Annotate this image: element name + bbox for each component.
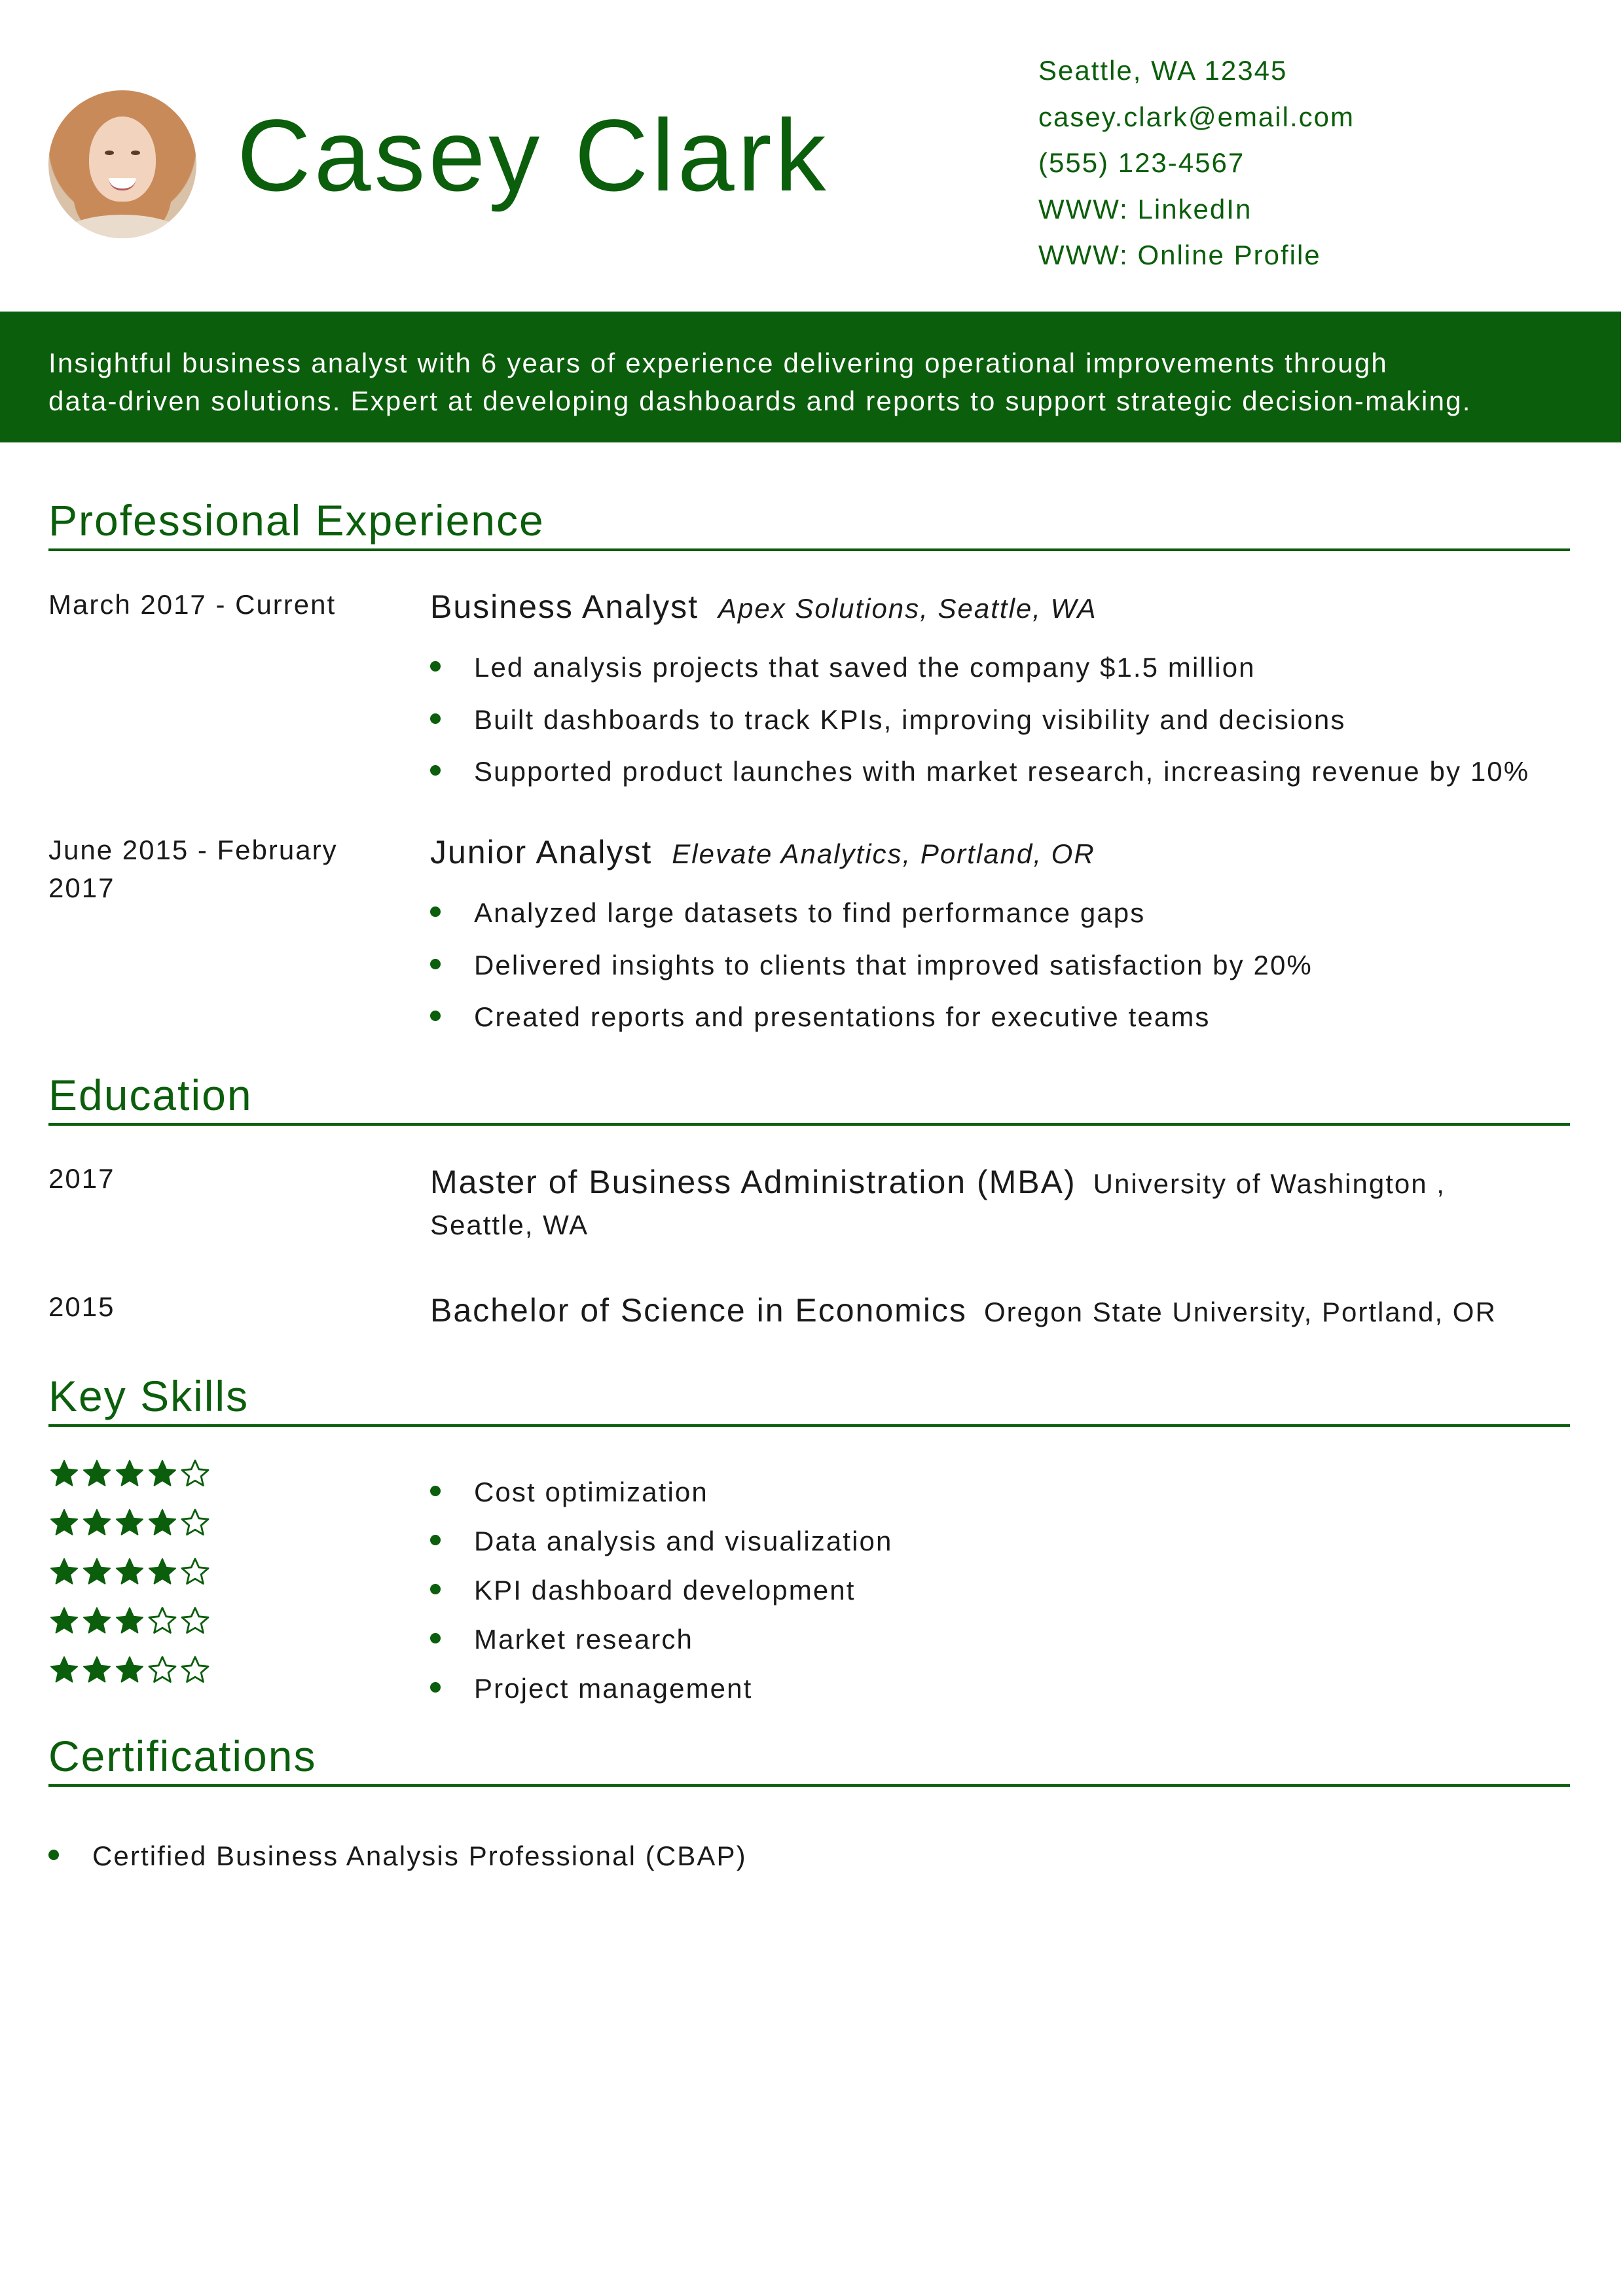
job-2-title: Junior Analyst	[430, 834, 653, 870]
profile-photo	[48, 90, 196, 238]
edu-1	[430, 1160, 1576, 1244]
skill-3-name: KPI dashboard development	[474, 1575, 856, 1605]
job-1-dates	[48, 586, 389, 624]
bullet-dot-icon	[430, 1011, 441, 1021]
edu-2-header	[430, 1288, 1576, 1335]
job-1-bullets	[430, 641, 1576, 798]
star-filled-icon	[81, 1458, 113, 1490]
star-empty-icon	[179, 1458, 211, 1490]
star-filled-icon	[147, 1507, 178, 1539]
bullet-dot-icon	[430, 1633, 441, 1643]
list-item	[430, 694, 1576, 746]
job-1	[430, 586, 1576, 798]
certifications-heading: Certifications	[48, 1734, 1570, 1787]
star-filled-icon	[114, 1507, 145, 1539]
skill-1-name: Cost optimization	[474, 1477, 708, 1507]
star-filled-icon	[81, 1655, 113, 1686]
contact-address: Seattle, WA 12345	[1038, 55, 1288, 86]
star-filled-icon	[48, 1458, 80, 1490]
job-1-header	[430, 586, 1576, 630]
avatar-eye-right	[131, 151, 140, 155]
job-2-header	[430, 831, 1576, 875]
skill-3-rating	[48, 1556, 211, 1605]
skill-ratings	[48, 1458, 211, 1704]
star-filled-icon	[81, 1605, 113, 1637]
edu-2-year: 2015	[48, 1291, 115, 1322]
edu-1-school: University of Washington ,	[1093, 1168, 1446, 1199]
star-filled-icon	[48, 1556, 80, 1588]
star-filled-icon	[48, 1605, 80, 1637]
star-filled-icon	[147, 1458, 178, 1490]
bullet-dot-icon	[430, 906, 441, 917]
skill-2-name: Data analysis and visualization	[474, 1526, 893, 1556]
job-1-org: Apex Solutions, Seattle, WA	[718, 593, 1097, 624]
job-2-bullet-2: Delivered insights to clients that improved satisfaction by 20%	[474, 949, 1313, 980]
certifications-list	[48, 1830, 747, 1882]
list-item	[430, 887, 1576, 939]
bullet-dot-icon	[430, 1535, 441, 1545]
skill-2-rating	[48, 1507, 211, 1556]
education-heading: Education	[48, 1073, 1570, 1126]
edu-1-degree: Master of Business Administration (MBA)	[430, 1164, 1076, 1200]
job-1-bullet-1: Led analysis projects that saved the company $1.5 million	[474, 652, 1256, 683]
job-2-dates	[48, 831, 389, 907]
list-item	[48, 1830, 747, 1882]
bullet-dot-icon	[430, 765, 441, 776]
job-1-dates-line1: March 2017 - Current	[48, 589, 337, 620]
job-2	[430, 831, 1576, 1043]
list-item	[430, 1516, 892, 1566]
avatar-shoulders	[55, 215, 190, 238]
job-2-dates-line1: June 2015 - February	[48, 834, 338, 865]
contact-profile-link[interactable]: WWW: Online Profile	[1038, 240, 1321, 270]
edu-2	[430, 1288, 1576, 1335]
avatar-eye-left	[105, 151, 114, 155]
summary-band	[0, 312, 1621, 442]
edu-1-school-line2: Seattle, WA	[430, 1210, 589, 1240]
star-filled-icon	[114, 1605, 145, 1637]
list-item	[430, 1664, 892, 1713]
bullet-dot-icon	[430, 959, 441, 969]
skill-5-name: Project management	[474, 1673, 753, 1704]
star-filled-icon	[114, 1458, 145, 1490]
list-item	[430, 939, 1576, 992]
job-2-bullet-1: Analyzed large datasets to find performance gaps	[474, 897, 1146, 928]
list-item	[430, 745, 1576, 798]
star-empty-icon	[147, 1605, 178, 1637]
star-filled-icon	[48, 1655, 80, 1686]
star-filled-icon	[81, 1556, 113, 1588]
list-item	[430, 1615, 892, 1664]
skill-5-rating	[48, 1655, 211, 1704]
job-1-title: Business Analyst	[430, 588, 699, 625]
edu-2-school: Oregon State University, Portland, OR	[983, 1297, 1497, 1327]
star-filled-icon	[147, 1556, 178, 1588]
job-2-org: Elevate Analytics, Portland, OR	[672, 838, 1095, 869]
list-item	[430, 1467, 892, 1516]
contact-linkedin-link[interactable]: WWW: LinkedIn	[1038, 193, 1252, 224]
skill-4-name: Market research	[474, 1624, 693, 1655]
bullet-dot-icon	[430, 713, 441, 724]
job-2-bullets	[430, 887, 1576, 1043]
list-item	[430, 991, 1576, 1043]
bullet-dot-icon	[48, 1850, 59, 1860]
star-filled-icon	[114, 1556, 145, 1588]
star-empty-icon	[179, 1655, 211, 1686]
star-empty-icon	[179, 1507, 211, 1539]
edu-2-degree: Bachelor of Science in Economics	[430, 1292, 967, 1329]
job-1-bullet-3: Supported product launches with market research, increasing revenue by 10%	[474, 756, 1530, 787]
star-empty-icon	[179, 1605, 211, 1637]
summary-line-1: Insightful business analyst with 6 years of experience delivering operational improvements through	[48, 348, 1388, 378]
skill-1-rating	[48, 1458, 211, 1507]
star-filled-icon	[81, 1507, 113, 1539]
edu-1-year: 2017	[48, 1163, 115, 1194]
job-2-bullet-3: Created reports and presentations for executive teams	[474, 1001, 1211, 1032]
skills-heading: Key Skills	[48, 1374, 1570, 1427]
star-empty-icon	[179, 1556, 211, 1588]
contact-email[interactable]: casey.clark@email.com	[1038, 101, 1355, 132]
bullet-dot-icon	[430, 1486, 441, 1496]
list-item	[430, 1566, 892, 1615]
skills-list	[430, 1467, 892, 1713]
star-filled-icon	[114, 1655, 145, 1686]
experience-heading: Professional Experience	[48, 499, 1570, 551]
contact-phone: (555) 123-4567	[1038, 147, 1245, 178]
list-item	[430, 641, 1576, 694]
bullet-dot-icon	[430, 1682, 441, 1693]
job-2-dates-line2: 2017	[48, 872, 115, 903]
star-filled-icon	[48, 1507, 80, 1539]
bullet-dot-icon	[430, 1584, 441, 1594]
certification-1: Certified Business Analysis Professional (CBAP)	[92, 1840, 747, 1871]
summary-line-2: data-driven solutions. Expert at developing dashboards and reports to support strategic decision-making.	[48, 386, 1472, 416]
contact-block	[1038, 54, 1355, 285]
skill-4-rating	[48, 1605, 211, 1655]
star-empty-icon	[147, 1655, 178, 1686]
edu-1-header	[430, 1160, 1576, 1206]
candidate-name: Casey Clark	[237, 99, 830, 213]
bullet-dot-icon	[430, 661, 441, 672]
job-1-bullet-2: Built dashboards to track KPIs, improving visibility and decisions	[474, 704, 1346, 735]
